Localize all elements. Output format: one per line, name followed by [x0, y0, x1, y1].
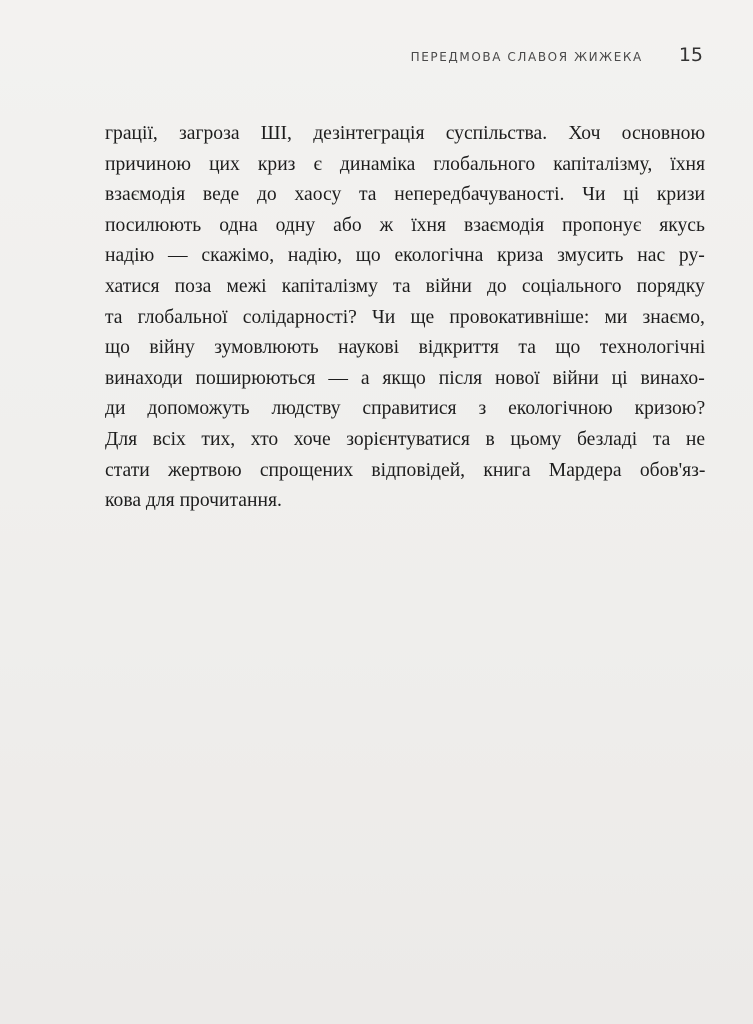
- text-line: грації, загроза ШІ, дезінтеграція суспільства. Хоч основною: [105, 123, 706, 144]
- text-line: кова для прочитання.: [105, 490, 282, 512]
- page-header: [411, 44, 703, 66]
- text-line: винаходи поширюються — а якщо після нової війни ці винахо-: [105, 367, 705, 389]
- text-line: та глобальної солідарності? Чи ще провокативніше: ми знаємо,: [105, 306, 705, 328]
- text-line: що війну зумовлюють наукові відкриття та що технологічні: [105, 337, 706, 359]
- text-line: взаємодія веде до хаосу та непередбачуваності. Чи ці кризи: [105, 184, 705, 206]
- text-line: Для всіх тих, хто хоче зорієнтуватися в цьому безладі та не: [105, 428, 706, 450]
- running-title: ПЕРЕДМОВА СЛАВОЯ ЖИЖЕКА: [410, 50, 643, 64]
- text-line: хатися поза межі капіталізму та війни до соціального порядку: [105, 275, 705, 297]
- body-paragraph: [105, 119, 705, 517]
- text-line: надію — скажімо, надію, що екологічна криза змусить нас ру-: [105, 245, 705, 267]
- text-line: причиною цих криз є динаміка глобального капіталізму, їхня: [105, 153, 706, 175]
- text-line: ди допоможуть людству справитися з екологічною кризою?: [105, 398, 706, 420]
- text-line: стати жертвою спрощених відповідей, книга Мардера обов'яз-: [105, 459, 706, 481]
- text-line: посилюють одна одну або ж їхня взаємодія пропонує якусь: [105, 214, 705, 236]
- page-number: 15: [678, 44, 703, 66]
